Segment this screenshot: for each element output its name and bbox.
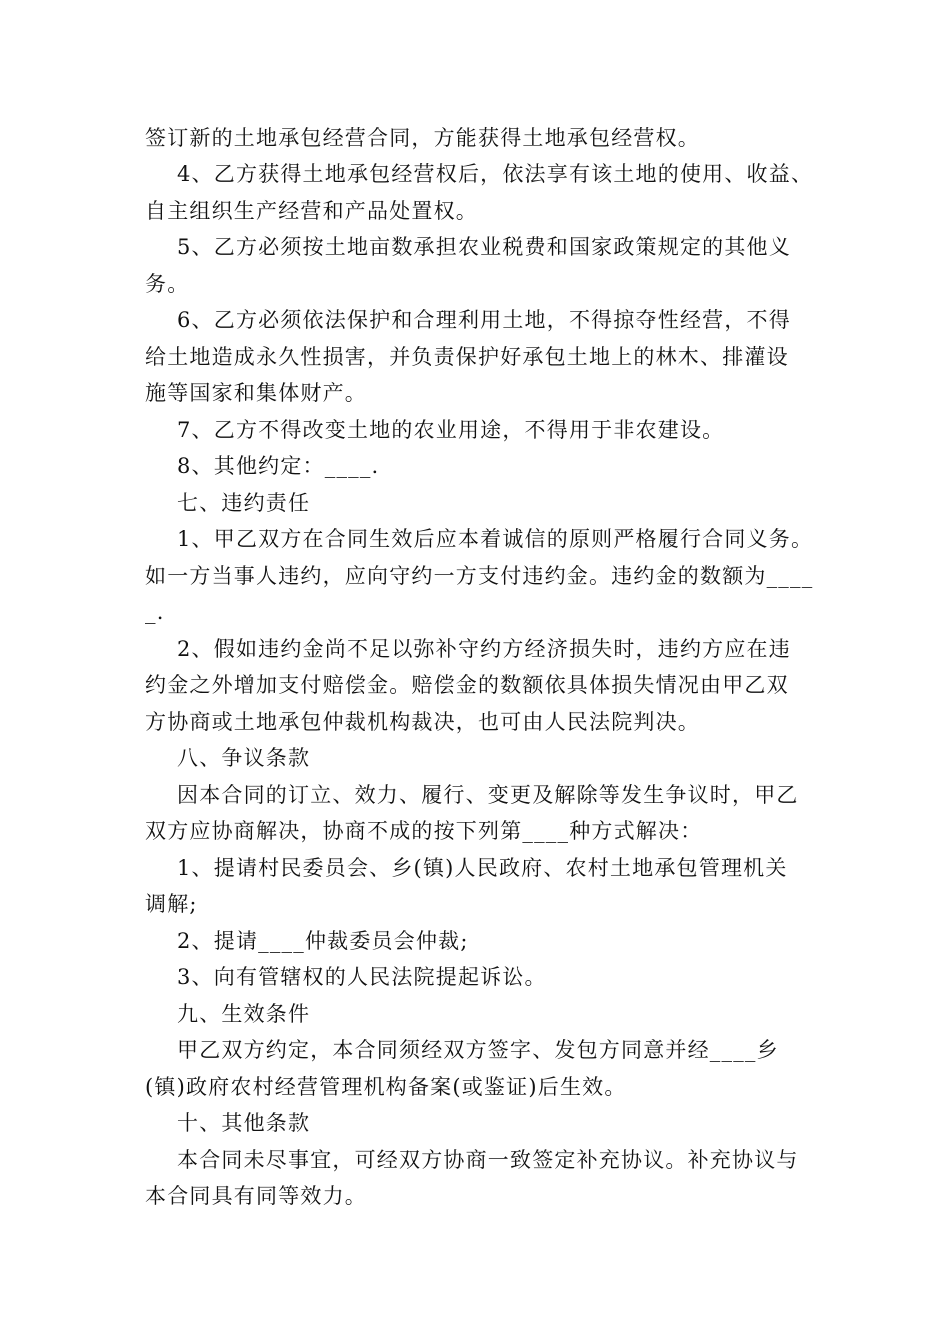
text-line: 施等国家和集体财产。 bbox=[145, 381, 367, 405]
section-heading: 十、其他条款 bbox=[177, 1111, 311, 1135]
text-line: 本合同具有同等效力。 bbox=[145, 1184, 367, 1208]
text-line: 本合同未尽事宜，可经双方协商一致签定补充协议。补充协议与 bbox=[177, 1148, 799, 1172]
text-line: 6、乙方必须依法保护和合理利用土地，不得掠夺性经营，不得 bbox=[177, 308, 791, 332]
text-line: 甲乙双方约定，本合同须经双方签字、发包方同意并经____乡 bbox=[177, 1038, 779, 1062]
text-line: 2、假如违约金尚不足以弥补守约方经济损失时，违约方应在违 bbox=[177, 637, 791, 661]
text-line: 务。 bbox=[145, 272, 190, 296]
text-line: 2、提请____仲裁委员会仲裁; bbox=[177, 929, 469, 953]
text-line: 给土地造成永久性损害，并负责保护好承包土地上的林木、排灌设 bbox=[145, 345, 789, 369]
text-line: 签订新的土地承包经营合同，方能获得土地承包经营权。 bbox=[145, 126, 700, 150]
text-line: 自主组织生产经营和产品处置权。 bbox=[145, 199, 478, 223]
text-line: 7、乙方不得改变土地的农业用途，不得用于非农建设。 bbox=[177, 418, 725, 442]
text-line: 5、乙方必须按土地亩数承担农业税费和国家政策规定的其他义 bbox=[177, 235, 791, 259]
section-heading: 九、生效条件 bbox=[177, 1002, 311, 1026]
section-heading: 七、违约责任 bbox=[177, 491, 311, 515]
text-line: 方协商或土地承包仲裁机构裁决，也可由人民法院判决。 bbox=[145, 710, 700, 734]
text-line: 如一方当事人违约，应向守约一方支付违约金。违约金的数额为____ bbox=[145, 564, 814, 588]
text-line: 4、乙方获得土地承包经营权后，依法享有该土地的使用、收益、 bbox=[177, 162, 814, 186]
text-line: _. bbox=[145, 600, 165, 624]
text-line: 调解; bbox=[145, 892, 198, 916]
text-line: (镇)政府农村经营管理机构备案(或鉴证)后生效。 bbox=[145, 1075, 627, 1099]
text-line: 1、甲乙双方在合同生效后应本着诚信的原则严格履行合同义务。 bbox=[177, 527, 814, 551]
text-line: 3、向有管辖权的人民法院提起诉讼。 bbox=[177, 965, 547, 989]
text-line: 约金之外增加支付赔偿金。赔偿金的数额依具体损失情况由甲乙双 bbox=[145, 673, 789, 697]
section-heading: 八、争议条款 bbox=[177, 746, 311, 770]
text-line: 1、提请村民委员会、乡(镇)人民政府、农村土地承包管理机关 bbox=[177, 856, 788, 880]
text-line: 8、其他约定：____. bbox=[177, 454, 380, 478]
text-line: 双方应协商解决，协商不成的按下列第____种方式解决： bbox=[145, 819, 703, 843]
text-line: 因本合同的订立、效力、履行、变更及解除等发生争议时，甲乙 bbox=[177, 783, 799, 807]
